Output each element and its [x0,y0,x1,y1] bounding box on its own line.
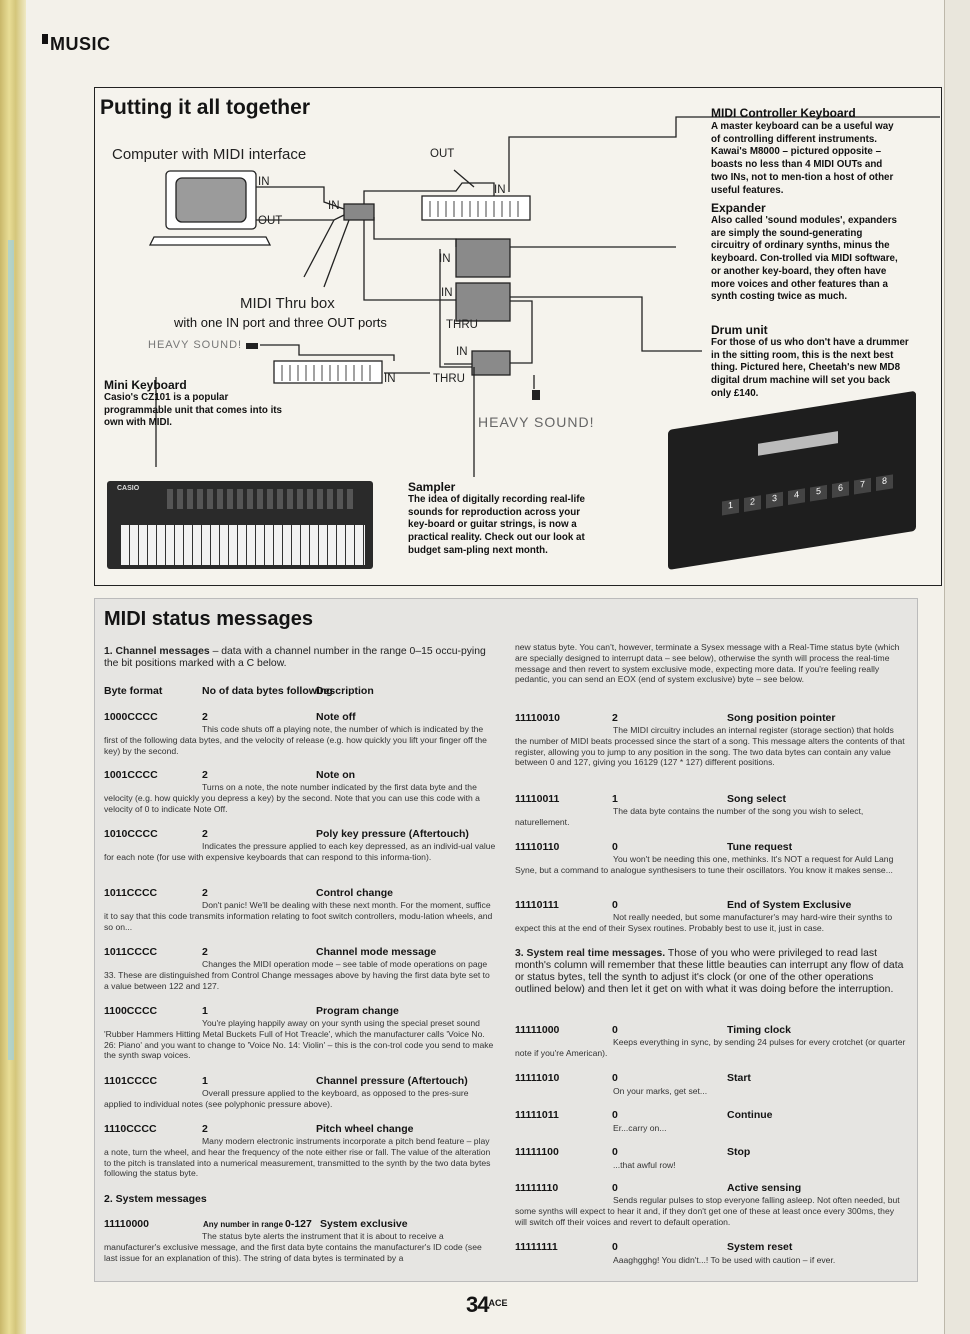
casio-brand: CASIO [117,485,140,492]
port-in-label: IN [439,253,451,265]
msg-desc: You're playing happily away on your synth using the special preset sound 'Rubber Hammers Hitting Metal Buckets Full of Hot Treacle', which the manufacturer calls 'Voice No. 26: Piano' and you want to change to 'Voice No. 14: Violin' – this is the con-trol code you send to make the synth swap voices. [104,1018,494,1061]
heavy-sound-label: HEAVY SOUND! [148,339,243,351]
thru-box [344,204,374,220]
keys [121,525,365,565]
msg-name: Poly key pressure (Aftertouch) [316,828,469,840]
msg-name: Program change [316,1005,399,1017]
computer-label: Computer with MIDI interface [112,146,307,163]
msg-name: Active sensing [727,1182,802,1194]
port-thru-label: THRU [433,373,465,385]
port-out-label: OUT [430,148,455,160]
port-in-label: IN [494,184,506,196]
msg-code: 11110011 [515,793,560,805]
caption-text-controller: A master keyboard can be a useful way of controlling different instruments. Kawai's M8000 – pictured opposite – boasts no less than 4 MIDI OUTs and two INs, not to men-tion a host of other useful features. [711,121,894,196]
msg-name: System reset [727,1241,793,1253]
casio-keyboard-photo [107,481,373,569]
msg-desc: Not really needed, but some manufacturer's may hard-wire their synths to expect this at the end of their Sysex routines. Probably best to use it, just in case. [515,912,893,933]
msg-code: 11110110 [515,841,560,853]
msg-desc: You won't be needing this one, methinks. It's NOT a request for Auld Lang Syne, but a command to analogue synthesisers to tune their oscillators. You know it makes sense... [515,854,894,875]
msg-desc: ...that awful row! [613,1160,676,1170]
drum-pad: 4 [788,488,805,505]
msg-nbytes: 0 [612,899,618,911]
header-nbytes: No of data bytes following [202,685,333,697]
msg-name: Note on [316,769,356,781]
status-messages-panel [94,598,918,1282]
status-messages-title: MIDI status messages [104,608,313,630]
msg-desc: This code shuts off a playing note, the number of which is indicated by the first of the following data bytes, and the velocity of release (e.g. how quickly you lift your finger off the key) by the second. [104,724,487,756]
msg-nbytes: 2 [202,946,208,958]
section-tag: MUSIC [42,34,111,55]
msg-code: 11110111 [515,899,559,911]
msg-name: Timing clock [727,1024,791,1036]
msg-code: 1100CCCC [104,1005,158,1017]
msg-code: 1000CCCC [104,711,158,723]
msg-nbytes: 1 [202,1005,208,1017]
magazine-spine [0,0,26,1334]
msg-code: 11111100 [515,1146,559,1158]
realtime-intro: 3. System real time messages. Those of you who were privileged to read last month's column will remember that these little beauties can interrupt any flow of data or status bytes, tell the synth to adjust it's clock (or one of the other operations outlined below) and then let it get on with what it was doing before the interruption. [515,948,904,995]
drum-pad: 5 [810,485,827,502]
caption-title-controller: MIDI Controller Keyboard [711,106,856,120]
msg-code: 11111011 [515,1109,559,1121]
msg-desc: The status byte alerts the instrument that it is about to receive a manufacturer's exclusive message, and the first data byte contains the manufacturer's ID code (see last issue for an explanation of this). The string of data bytes is terminated by a [104,1231,482,1263]
port-in-label: IN [384,373,396,385]
msg-desc: Aaaghgghg! You didn't...! To be used with caution – if ever. [613,1255,836,1265]
msg-nbytes: 2 [202,1123,208,1135]
msg-code: 1011CCCC [104,946,158,958]
drum-pad: 1 [722,499,739,516]
msg-desc: Indicates the pressure applied to each key depressed, as an individ-ual value for each note (for use with expensive keyboards that can respond to this informa-tion). [104,841,496,862]
caption-text-expander: Also called 'sound modules', expanders are simply the sound-generating circuitry of ordinary synths, minus the keyboard. Con-trolled via MIDI software, or another key-board, they often have more voices and other features than a synth costing twice as much. [711,215,898,303]
msg-name: Note off [316,711,356,723]
caption-text-sampler: The idea of digitally recording real-life sounds for reproduction across your key-board or guitar strings, is now a practical reality. Check out our look at budget sam-pling next month. [408,494,585,556]
msg-desc: Don't panic! We'll be dealing with these next month. For the moment, suffice it to say that this code transmits information relating to foot switch controllers, modu-lation wheels, and so on... [104,900,493,932]
msg-code: 1011CCCC [104,887,158,899]
port-in-label: IN [328,200,340,212]
msg-code: 11111010 [515,1072,560,1084]
msg-code: 11110010 [515,712,560,724]
caption-title-drum: Drum unit [711,323,768,337]
caption-title-sampler: Sampler [408,480,456,494]
header-byte: Byte format [104,685,163,697]
msg-code: 1101CCCC [104,1075,158,1087]
msg-desc: The data byte contains the number of the song you wish to select, naturellement. [515,806,864,827]
thru-box-label: MIDI Thru box [240,295,335,312]
msg-nbytes: 2 [612,712,618,724]
drum-pad: 3 [766,492,783,509]
drum-pad: 8 [876,474,893,491]
port-thru-label: THRU [446,319,478,331]
sampler-box [472,351,510,375]
msg-name: Start [727,1072,751,1084]
msg-code: 11111000 [515,1024,560,1036]
channel-intro: 1. Channel messages – data with a channel number in the range 0–15 occu-pying the bit positions marked with a C below. [104,646,486,669]
msg-name: Tune request [727,841,793,853]
msg-name: System exclusive [320,1218,408,1230]
msg-name: Stop [727,1146,751,1158]
msg-nbytes: 0 [612,1241,618,1253]
msg-nbytes: 0-127 [285,1218,312,1230]
msg-nbytes: 0 [612,1182,618,1194]
msg-code: 11110000 [104,1218,149,1230]
msg-desc: Er...carry on... [613,1123,667,1133]
msg-name: Song position pointer [727,712,836,724]
msg-nbytes: 0 [612,1072,618,1084]
caption-text-drum: For those of us who don't have a drummer in the sitting room, this is the next best thing. Pictured here, Cheetah's new MD8 digital drum machine will set you back only £140. [711,337,909,399]
msg-nbytes: 0 [612,1109,618,1121]
sysex-range-prefix: Any number in range [203,1220,284,1229]
expander-unit [456,239,510,277]
caption-title-mini: Mini Keyboard [104,378,187,392]
msg-nbytes: 2 [202,887,208,899]
port-in-label: IN [258,176,270,188]
header-desc: Description [316,685,374,697]
heavy-sound-label: HEAVY SOUND! [478,414,595,430]
msg-name: Pitch wheel change [316,1123,414,1135]
next-page-edge [944,0,970,1334]
msg-nbytes: 1 [202,1075,208,1087]
diagram-title: Putting it all together [100,96,310,119]
msg-code: 1001CCCC [104,769,158,781]
sysex-continuation: new status byte. You can't, however, terminate a Sysex message with a Real-Time status byte (which are specially designed to interrupt data – see below), otherwise the synth will process the real-time message and then revert to system exclusive mode, expecting more data. If you're feeling really pedantic, you can send an EOX (end of system exclusive) byte – see below. [515,642,900,685]
msg-name: Channel mode message [316,946,437,958]
drum-pad: 6 [832,481,849,498]
port-out-label: OUT [258,215,283,227]
system-heading: 2. System messages [104,1193,207,1205]
page-number: $34^{ACE}$ [466,1292,508,1317]
thru-box-sublabel: with one IN port and three OUT ports [174,315,387,330]
drum-pads [722,474,893,515]
caption-text-mini: Casio's CZ101 is a popular programmable unit that comes into its own with MIDI. [104,392,282,429]
msg-desc: Keeps everything in sync, by sending 24 pulses for every crotchet (or quarter note if you're American). [515,1037,906,1058]
msg-desc: On your marks, get set... [613,1086,708,1096]
msg-nbytes: 2 [202,711,208,723]
msg-nbytes: 0 [612,1024,618,1036]
drum-unit-box [456,283,510,321]
msg-nbytes: 1 [612,793,618,805]
drum-pad: 7 [854,478,871,495]
msg-code: 1110CCCC [104,1123,157,1135]
msg-desc: Turns on a note, the note number indicated by the first data byte and the velocity (e.g. how quickly you depress a key) by the second. Note that you can use this code with a velocity of 0 to indicate Note Off. [104,782,480,814]
msg-name: Continue [727,1109,773,1121]
msg-nbytes: 0 [612,1146,618,1158]
port-in-label: IN [456,346,468,358]
msg-code: 1010CCCC [104,828,158,840]
msg-nbytes: 0 [612,841,618,853]
msg-code: 11111110 [515,1182,559,1194]
msg-code: 11111111 [515,1241,558,1253]
msg-name: End of System Exclusive [727,899,852,911]
msg-nbytes: 2 [202,769,208,781]
port-in-label: IN [441,287,453,299]
msg-desc: Sends regular pulses to stop everyone falling asleep. Not often needed, but some synths will expect to hear it and, if they don't get one of these at least once every 300ms, they will switch off their voices and revert to default operation. [515,1195,900,1227]
msg-name: Song select [727,793,786,805]
msg-desc: The MIDI circuitry includes an internal register (storage section) that holds the number of MIDI beats processed since the start of a song. This message alters the contents of that register, allowing you to jump to any position in the song. The two data bytes can contain any value between 0 and 127, giving you 16129 (127 * 127) different positions. [515,725,905,768]
caption-title-expander: Expander [711,201,766,215]
msg-name: Control change [316,887,394,899]
msg-desc: Changes the MIDI operation mode – see table of mode operations on page 33. These are distinguished from Control Change messages above by having the first data byte set to a value between 122 and 127. [104,959,490,991]
msg-nbytes: 2 [202,828,208,840]
msg-desc: Overall pressure applied to the keyboard, as opposed to the pres-sure applied to individual notes (see polyphonic pressure above). [104,1088,469,1109]
msg-desc: Many modern electronic instruments incorporate a pitch bend feature – play a note, turn the wheel, and hear the frequency of the note either rise or fall. The value of the alteration to the pitch is translated into a numerical measurement, transmitted to the synth by the two data bytes following the status byte. [104,1136,491,1179]
msg-name: Channel pressure (Aftertouch) [316,1075,468,1087]
drum-pad: 2 [744,495,761,512]
